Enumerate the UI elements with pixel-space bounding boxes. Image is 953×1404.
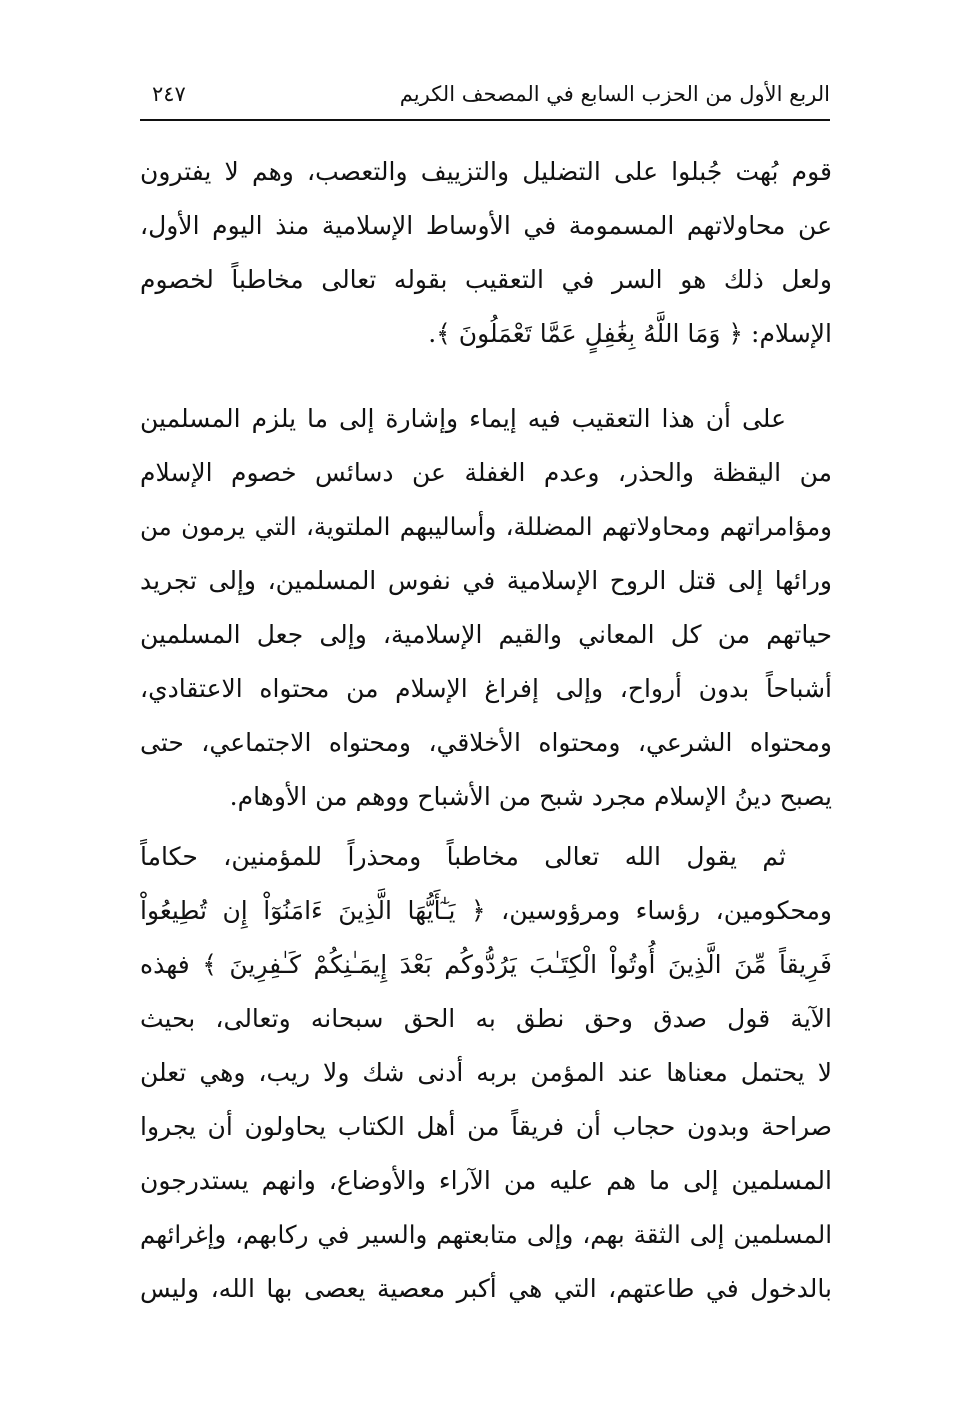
text-line: ثم يقول الله تعالى مخاطباً ومحذراً للمؤمنين، حكاماً: [140, 842, 786, 871]
text-line: المسلمين إلى ما هم عليه من الآراء والأوضاع، وانهم يستدرجون: [140, 1166, 832, 1195]
text-line: فَرِيقاً مِّنَ الَّذِينَ أُوتُواْ الْكِتَـٰبَ يَرُدُّوكُم بَعْدَ إِيمَـٰنِكُمْ كَـٰفِرِينَ ﴾ فهذه: [140, 950, 832, 979]
paragraph-1: [140, 145, 832, 361]
page-number: ٢٤٧: [152, 82, 186, 106]
text-line: على أن هذا التعقيب فيه إيماء وإشارة إلى ما يلزم المسلمين: [140, 404, 786, 433]
paragraph-2: [140, 392, 832, 824]
text-line: من اليقظة والحذر، وعدم الغفلة عن دسائس خصوم الإسلام: [140, 458, 832, 487]
text-line: ومؤامراتهم ومحاولاتهم المضللة، وأساليبهم الملتوية، التي يرمون من: [140, 512, 832, 541]
running-header: [140, 80, 830, 116]
text-line: المسلمين إلى الثقة بهم، وإلى متابعتهم والسير في ركابهم، وإغرائهم: [140, 1220, 832, 1249]
text-line: لا يحتمل معناها عند المؤمن بربه أدنى شك ولا ريب، وهي تعلن: [140, 1058, 832, 1087]
paragraph-3: [140, 830, 832, 1316]
header-rule: [140, 119, 830, 121]
text-line: صراحة وبدون حجاب أن فريقاً من أهل الكتاب يحاولون أن يجروا: [140, 1112, 832, 1141]
text-line: أشباحاً بدون أرواح، وإلى إفراغ الإسلام من محتواه الاعتقادي،: [140, 674, 832, 703]
text-line: يصبح دينُ الإسلام مجرد شبح من الأشباح ووهم من الأوهام.: [229, 782, 832, 811]
text-line: ورائها إلى قتل الروح الإسلامية في نفوس المسلمين، وإلى تجريد: [140, 566, 832, 595]
text-line: ومحكومين، رؤساء ومرؤوسين، ﴿ يَـٰٓأَيُّهَا الَّذِينَ ءَامَنُوٓاْ إِن تُطِيعُواْ: [140, 896, 832, 925]
text-line: حياتهم من كل المعاني والقيم الإسلامية، وإلى جعل المسلمين: [140, 620, 832, 649]
text-line: ولعل ذلك هو السر في التعقيب بقوله تعالى مخاطباً لخصوم: [140, 265, 832, 294]
text-line: عن محاولاتهم المسمومة في الأوساط الإسلامية منذ اليوم الأول،: [140, 211, 832, 240]
text-line: قوم بُهت جُبلوا على التضليل والتزييف والتعصب، وهم لا يفترون: [140, 157, 832, 186]
text-line: الآية قول صدق وحق نطق به الحق سبحانه وتعالى، بحيث: [140, 1004, 832, 1033]
text-line: ومحتواه الشرعي، ومحتواه الأخلاقي، ومحتواه الاجتماعي، حتى: [140, 728, 832, 757]
text-line: الإسلام: ﴿ وَمَا اللَّهُ بِغَٰفِلٍ عَمَّا تَعْمَلُونَ ﴾.: [428, 319, 832, 348]
text-line: بالدخول في طاعتهم، التي هي أكبر معصية يعصى بها الله، وليس: [140, 1274, 832, 1303]
running-header-title: الربع الأول من الحزب السابع في المصحف الكريم: [399, 82, 830, 106]
